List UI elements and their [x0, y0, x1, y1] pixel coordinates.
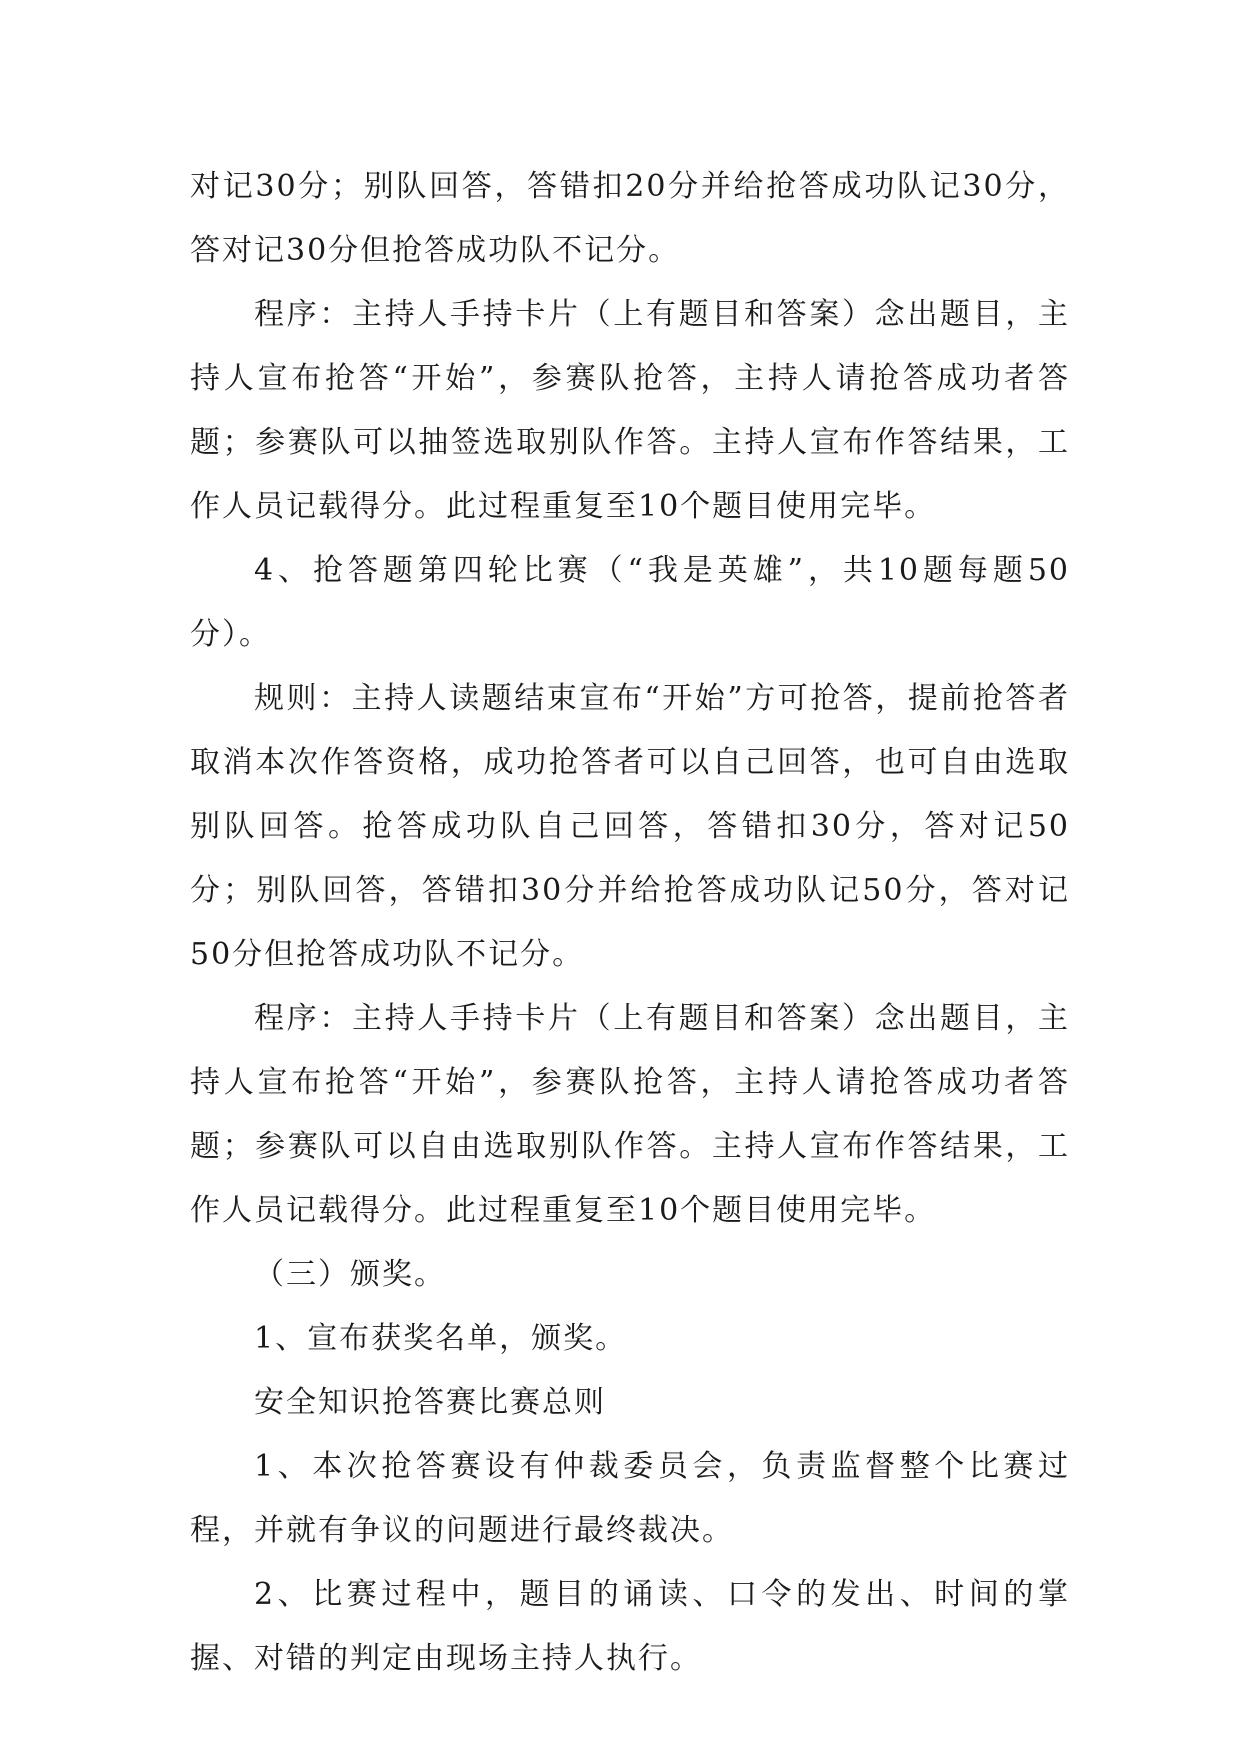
section-title: 安全知识抢答赛比赛总则 — [254, 1385, 606, 1420]
paragraph: 4、抢答题第四轮比赛（“我是英雄”，共10题每题50分）。 — [190, 553, 1070, 652]
paragraph: 程序：主持人手持卡片（上有题目和答案）念出题目，主持人宣布抢答“开始”，参赛队抢答，主持人请抢答成功者答题；参赛队可以抽签选取别队作答。主持人宣布作答结果，工作人员记载得分。此过程重复至10个题目使用完毕。 — [190, 297, 1070, 524]
section-heading: （三）颁奖。 — [254, 1257, 446, 1292]
paragraph: 1、本次抢答赛设有仲裁委员会，负责监督整个比赛过程，并就有争议的问题进行最终裁决。 — [190, 1449, 1070, 1548]
paragraph: 规则：主持人读题结束宣布“开始”方可抢答，提前抢答者取消本次作答资格，成功抢答者可以自己回答，也可自由选取别队回答。抢答成功队自己回答，答错扣30分，答对记50分；别队回答，答错扣30分并给抢答成功队记50分，答对记50分但抢答成功队不记分。 — [190, 681, 1070, 972]
paragraph: 程序：主持人手持卡片（上有题目和答案）念出题目，主持人宣布抢答“开始”，参赛队抢答，主持人请抢答成功者答题；参赛队可以自由选取别队作答。主持人宣布作答结果，工作人员记载得分。此过程重复至10个题目使用完毕。 — [190, 1001, 1070, 1228]
document-body — [190, 155, 1070, 1691]
paragraph: 对记30分；别队回答，答错扣20分并给抢答成功队记30分，答对记30分但抢答成功队不记分。 — [190, 169, 1070, 268]
paragraph: 1、宣布获奖名单，颁奖。 — [254, 1321, 628, 1356]
paragraph: 2、比赛过程中，题目的诵读、口令的发出、时间的掌握、对错的判定由现场主持人执行。 — [190, 1577, 1070, 1676]
